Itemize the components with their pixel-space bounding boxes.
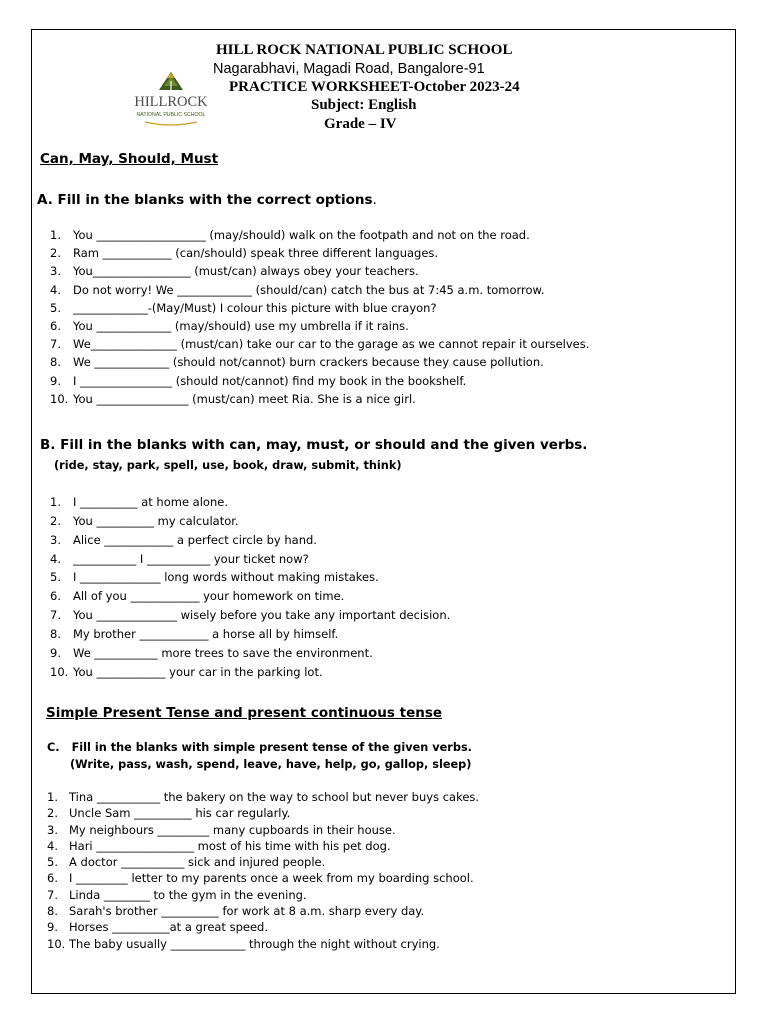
item-text: You_________________ (must/can) always obey your teachers. — [73, 264, 419, 279]
item-text: Do not worry! We _____________ (should/can) catch the bus at 7:45 a.m. tomorrow. — [73, 282, 545, 297]
section-c-heading: C. Fill in the blanks with simple present tense of the given verbs. — [47, 741, 472, 754]
item-text: A doctor ___________ sick and injured people. — [69, 855, 326, 870]
item-text: You __________ my calculator. — [73, 513, 239, 528]
item-text: Ram ____________ (can/should) speak three different languages. — [73, 246, 439, 261]
item-text: Hari _________________ most of his time with his pet dog. — [69, 838, 391, 853]
item-number: 7. — [47, 887, 58, 902]
item-text: We _____________ (should not/cannot) burn crackers because they cause pollution. — [73, 355, 544, 370]
item-text: _____________-(May/Must) I colour this picture with blue crayon? — [73, 300, 437, 315]
item-number: 7. — [50, 608, 61, 623]
topic-modals-heading: Can, May, Should, Must — [40, 151, 219, 167]
item-number: 4. — [47, 838, 58, 853]
item-text: I ______________ long words without making mistakes. — [73, 570, 379, 585]
item-number: 10. — [47, 936, 66, 951]
item-text: You ___________________ (may/should) walk on the footpath and not on the road. — [73, 228, 530, 242]
item-number: 4. — [50, 282, 61, 297]
item-number: 6. — [50, 318, 61, 333]
item-number: 5. — [47, 855, 58, 870]
item-number: 9. — [47, 920, 58, 935]
item-number: 2. — [50, 513, 61, 528]
item-text: Horses __________at a great speed. — [69, 920, 268, 935]
item-text: Linda ________ to the gym in the evening. — [69, 887, 307, 902]
item-number: 3. — [47, 822, 58, 837]
item-number: 2. — [47, 806, 58, 821]
item-number: 1. — [47, 790, 58, 804]
item-number: 1. — [50, 228, 61, 242]
item-number: 8. — [50, 626, 61, 641]
item-text: My brother ____________ a horse all by himself. — [73, 626, 339, 641]
item-number: 8. — [47, 904, 58, 919]
section-c-verbs: (Write, pass, wash, spend, leave, have, help, go, gallop, sleep) — [70, 758, 472, 771]
item-text: I ________________ (should not/cannot) find my book in the bookshelf. — [73, 373, 467, 388]
item-number: 6. — [50, 589, 61, 604]
item-text: I __________ at home alone. — [73, 495, 228, 509]
item-number: 5. — [50, 300, 61, 315]
item-number: 8. — [50, 355, 61, 370]
item-text: You ________________ (must/can) meet Ria. She is a nice girl. — [73, 391, 416, 406]
item-number: 5. — [50, 570, 61, 585]
logo-wordmark: HILLROCK — [134, 94, 208, 110]
item-text: Sarah's brother __________ for work at 8 a.m. sharp every day. — [69, 904, 425, 919]
item-text: You ______________ wisely before you take any important decision. — [73, 608, 451, 623]
item-text: You ____________ your car in the parking lot. — [73, 664, 323, 679]
item-text: Tina ___________ the bakery on the way to school but never buys cakes. — [69, 790, 480, 804]
item-number: 9. — [50, 645, 61, 660]
item-number: 3. — [50, 264, 61, 279]
item-number: 10. — [50, 664, 69, 679]
school-logo — [131, 70, 211, 132]
school-name: HILL ROCK NATIONAL PUBLIC SCHOOL — [216, 42, 513, 58]
topic-tense-heading: Simple Present Tense and present continuous tense — [46, 705, 443, 721]
worksheet-title: PRACTICE WORKSHEET-October 2023-24 — [229, 79, 520, 95]
section-a-heading: A. Fill in the blanks with the correct options. — [37, 192, 377, 208]
item-text: ___________ I ___________ your ticket now? — [73, 551, 309, 566]
logo-subtext: NATIONAL PUBLIC SCHOOL — [136, 112, 206, 118]
item-number: 4. — [50, 551, 61, 566]
grade-label: Grade – IV — [324, 116, 397, 132]
item-number: 9. — [50, 373, 61, 388]
item-text: Alice ____________ a perfect circle by hand. — [73, 532, 317, 547]
item-text: My neighbours _________ many cupboards in their house. — [69, 822, 396, 837]
item-number: 2. — [50, 246, 61, 261]
section-b-verbs: (ride, stay, park, spell, use, book, draw, submit, think) — [54, 459, 402, 472]
item-text: You _____________ (may/should) use my umbrella if it rains. — [73, 318, 409, 333]
item-text: I _________ letter to my parents once a week from my boarding school. — [69, 871, 474, 886]
school-address: Nagarabhavi, Magadi Road, Bangalore-91 — [213, 61, 485, 77]
item-text: We_______________ (must/can) take our car to the garage as we cannot repair it ourselves. — [73, 337, 590, 352]
item-number: 3. — [50, 532, 61, 547]
section-b-heading: B. Fill in the blanks with can, may, must, or should and the given verbs. — [40, 437, 588, 453]
item-text: The baby usually _____________ through the night without crying. — [69, 936, 440, 951]
item-text: Uncle Sam __________ his car regularly. — [69, 806, 291, 821]
item-number: 7. — [50, 337, 61, 352]
item-text: We ___________ more trees to save the environment. — [73, 645, 373, 660]
item-text: All of you ____________ your homework on time. — [73, 589, 345, 604]
subject-label: Subject: English — [311, 97, 417, 113]
item-number: 10. — [50, 391, 69, 406]
item-number: 1. — [50, 495, 61, 509]
item-number: 6. — [47, 871, 58, 886]
